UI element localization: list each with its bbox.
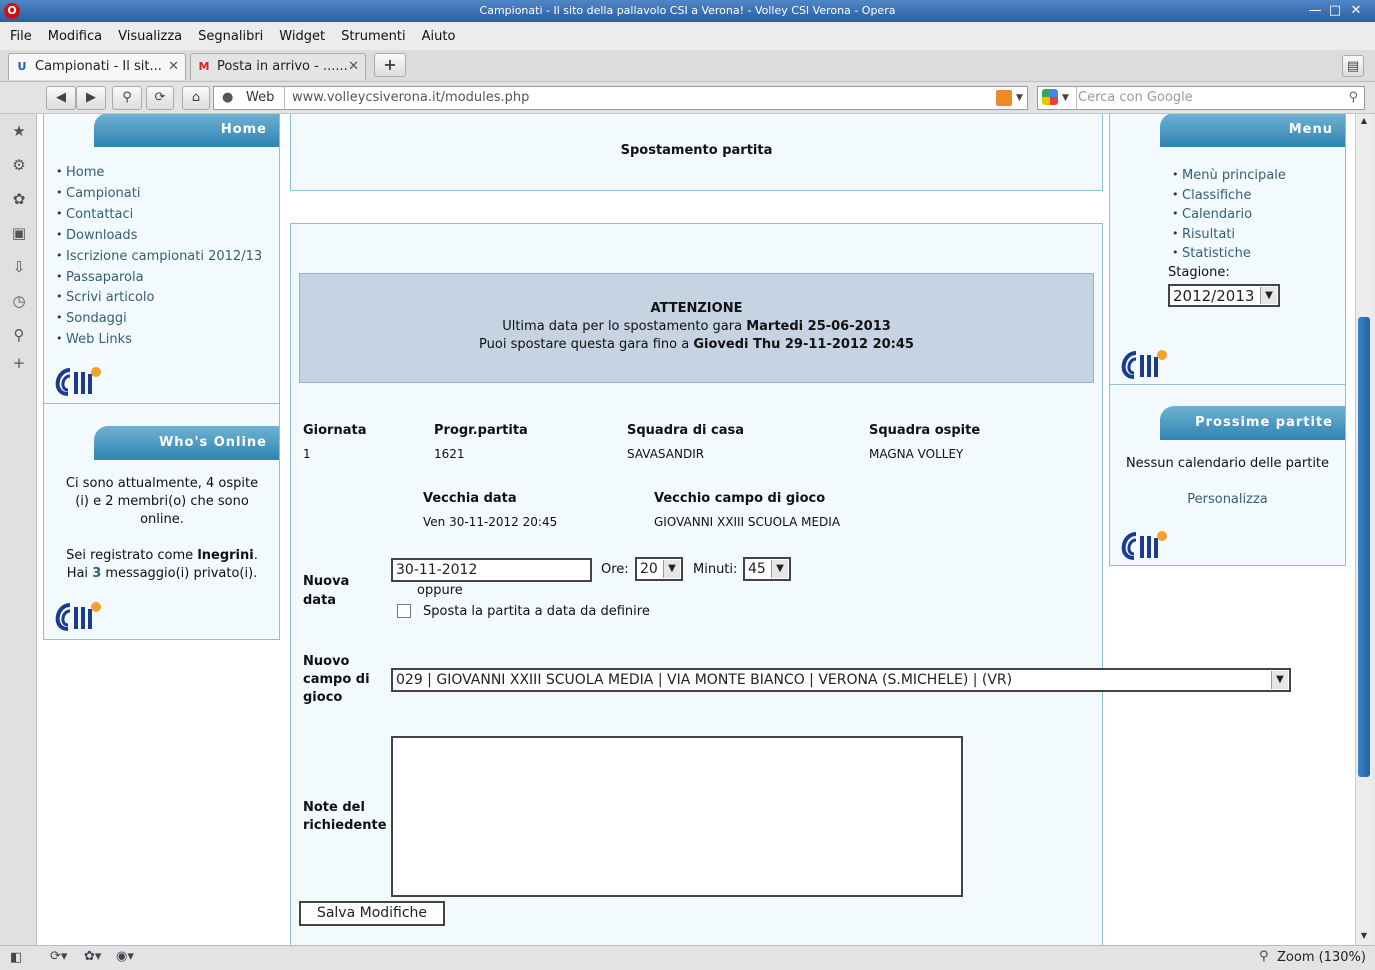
deadline-date: Giovedi Thu 29-11-2012 20:45 [693,337,914,352]
attention-heading: ATTENZIONE [650,301,743,316]
nav-scrivi-articolo[interactable]: • Scrivi articolo [66,290,154,305]
maximize-icon[interactable]: □ [1328,3,1342,18]
tab-close-icon[interactable]: ✕ [348,59,359,74]
nav-iscrizione[interactable]: • Iscrizione campionati 2012/13 [66,249,262,264]
season-select[interactable]: 2012/2013 ▼ [1168,284,1280,307]
header-squadra-ospite: Squadra ospite [869,423,981,438]
chevron-down-icon[interactable]: ▼ [1062,93,1069,103]
new-date-input[interactable]: 30-11-2012 [391,558,592,582]
menu-segnalibri[interactable]: Segnalibri [198,29,264,44]
page-title: Spostamento partita [620,143,773,158]
notes-label: Note del richiedente [303,800,387,833]
attention-box: ATTENZIONE Ultima data per lo spostamento gara Martedi 25-06-2013 Puoi spostare questa gara fino a Giovedi Thu 29-11-2012 20:45 [299,273,1094,383]
zoom-level[interactable]: Zoom (130%) [1277,950,1366,965]
tab-posta[interactable] [190,53,366,80]
scroll-down-icon[interactable]: ▼ [1360,931,1368,940]
old-field-value: GIOVANNI XXIII SCUOLA MEDIA [654,515,841,529]
value-progr-partita: 1621 [434,447,465,461]
calendario-link[interactable]: • Calendario [1182,207,1252,222]
next-matches-text: Nessun calendario delle partite [1125,456,1330,471]
tab-label: Campionati - Il sit... [35,59,162,74]
nav-contattaci[interactable]: • Contattaci [66,207,133,222]
scroll-thumb[interactable] [1358,317,1370,777]
classifiche-link[interactable]: • Classifiche [1182,188,1251,203]
csi-logo [50,366,104,398]
search-field[interactable] [1037,86,1365,110]
personalizza-link[interactable]: Personalizza [1187,492,1268,507]
close-icon[interactable]: ✕ [1350,3,1362,18]
address-bar[interactable] [213,86,1028,110]
notes-icon[interactable]: ▣ [11,224,27,242]
window-title: Campionati - Il sito della pallavolo CSI a Verona! - Volley CSI Verona - Opera [479,4,896,17]
plus-icon: + [383,55,397,74]
tbd-label: Sposta la partita a data da definire [423,604,650,619]
notes-textarea[interactable] [391,736,963,897]
old-field-label: Vecchio campo di gioco [654,491,826,506]
search-icon[interactable]: ⚲ [13,326,25,344]
ore-label: Ore: [601,562,629,577]
left-sidebar [43,114,280,640]
rss-icon[interactable] [996,90,1012,106]
value-squadra-casa: SAVASANDIR [627,447,705,461]
chevron-down-icon: ▼ [1260,287,1277,304]
chevron-down-icon: ▼ [1271,671,1288,689]
wand-button[interactable] [112,86,142,110]
search-icon[interactable]: ⚲ [1348,90,1358,105]
unite-icon[interactable]: ✿ [12,190,26,208]
username-link[interactable]: lnegrini [197,548,254,563]
old-date-value: Ven 30-11-2012 20:45 [423,515,558,529]
minuti-label: Minuti: [693,562,738,577]
web-label: Web [246,90,275,105]
reload-button[interactable] [146,86,174,110]
nav-downloads[interactable]: • Downloads [66,228,137,243]
chevron-down-icon: ▼ [771,560,788,578]
address-input[interactable]: www.volleycsiverona.it/modules.php [292,90,530,105]
value-giornata: 1 [303,447,311,461]
vertical-scrollbar[interactable] [1355,114,1372,945]
home-block-title: Home [94,114,279,147]
old-date-label: Vecchia data [423,491,517,506]
gmail-favicon-icon: M [198,60,210,73]
title-bar [0,0,1375,22]
menu-principale-link[interactable]: • Menù principale [1182,168,1286,183]
ore-select[interactable]: 20 ▼ [635,557,683,581]
nav-home[interactable]: • Home [66,165,104,180]
menu-widget[interactable]: Widget [279,29,326,44]
menu-modifica[interactable]: Modifica [47,29,103,44]
new-field-label: Nuovo campo di gioco [303,654,370,705]
side-panel [0,114,37,945]
unite-status-icon[interactable]: ✿▾ [84,949,102,964]
minimize-icon[interactable]: — [1308,3,1322,18]
search-input[interactable]: Cerca con Google [1078,90,1193,105]
header-giornata: Giornata [303,423,367,438]
tab-bar [0,50,1375,82]
private-messages-link[interactable]: 3 [92,566,102,581]
scroll-up-icon[interactable]: ▲ [1360,116,1368,125]
trash-icon[interactable]: ▤ [1342,55,1364,77]
turbo-icon[interactable]: ⟳▾ [50,949,68,964]
header-squadra-casa: Squadra di casa [627,423,744,438]
panel-toggle-icon[interactable]: ◧ [10,950,23,965]
history-icon[interactable]: ◷ [12,292,26,310]
opera-logo-icon[interactable]: O [4,3,20,19]
home-button[interactable] [182,86,210,110]
csi-logo [50,601,104,633]
menu-file[interactable]: File [10,29,32,44]
zoom-icon[interactable]: ⚲ [1259,949,1269,964]
reload-icon: ⟳ [154,90,166,105]
tab-label: Posta in arrivo - ...... [217,59,348,74]
csi-logo [1116,530,1170,562]
status-bar [0,945,1375,970]
speed-dial-icon[interactable]: ◉▾ [116,949,134,964]
home-icon: ⌂ [191,90,201,105]
key-icon: ⚲ [122,90,132,105]
next-matches-block-title: Prossime partite [1160,406,1345,440]
right-sidebar [1109,114,1346,566]
bookmarks-icon[interactable]: ★ [12,122,26,140]
save-button[interactable]: Salva Modifiche [299,901,445,926]
menu-strumenti[interactable]: Strumenti [341,29,406,44]
forward-button[interactable] [76,86,106,110]
menu-aiuto[interactable]: Aiuto [421,29,456,44]
forward-arrow-icon: ▶ [86,90,96,105]
oppure-label: oppure [417,583,463,598]
google-icon[interactable] [1042,89,1058,105]
header-progr-partita: Progr.partita [434,423,528,438]
add-panel-icon[interactable]: + [12,354,26,372]
navigation-bar [0,82,1375,114]
tbd-checkbox[interactable] [397,604,411,618]
risultati-link[interactable]: • Risultati [1182,227,1235,242]
nav-web-links[interactable]: • Web Links [66,332,132,347]
menu-block-title: Menu [1160,114,1345,147]
downloads-icon[interactable]: ⇩ [12,258,26,276]
nav-campionati[interactable]: • Campionati [66,186,140,201]
new-date-label: Nuova data [303,574,350,608]
csi-logo [1116,349,1170,381]
tab-campionati[interactable] [8,53,186,80]
title-box [290,114,1103,191]
globe-icon: ● [222,90,234,105]
nav-passaparola[interactable]: • Passaparola [66,270,144,285]
back-button[interactable] [46,86,76,110]
last-date: Martedi 25-06-2013 [746,319,891,334]
csi-favicon-icon: U [17,60,27,73]
statistiche-link[interactable]: • Statistiche [1182,246,1251,261]
who-online-block-title: Who's Online [94,426,279,460]
back-arrow-icon: ◀ [56,90,66,105]
season-label: Stagione: [1168,265,1230,280]
new-tab-button[interactable] [374,53,406,77]
chevron-down-icon[interactable]: ▼ [1016,93,1023,103]
tab-close-icon[interactable]: ✕ [168,59,179,74]
chevron-down-icon: ▼ [663,560,680,578]
gear-icon[interactable]: ⚙ [12,156,26,174]
new-field-select[interactable]: 029 | GIOVANNI XXIII SCUOLA MEDIA | VIA MONTE BIANCO | VERONA (S.MICHELE) | (VR) ▼ [391,668,1291,692]
menu-visualizza[interactable]: Visualizza [118,29,183,44]
menu-bar [0,24,1375,50]
page-content [37,114,1355,945]
who-online-text: Ci sono attualmente, 4 ospite (i) e 2 membri(o) che sono online. Sei registrato come lnegrini. Hai 3 messaggio(i) privato(i). [65,476,259,581]
value-squadra-ospite: MAGNA VOLLEY [869,447,964,461]
nav-sondaggi[interactable]: • Sondaggi [66,311,127,326]
minuti-select[interactable]: 45 ▼ [743,557,791,581]
